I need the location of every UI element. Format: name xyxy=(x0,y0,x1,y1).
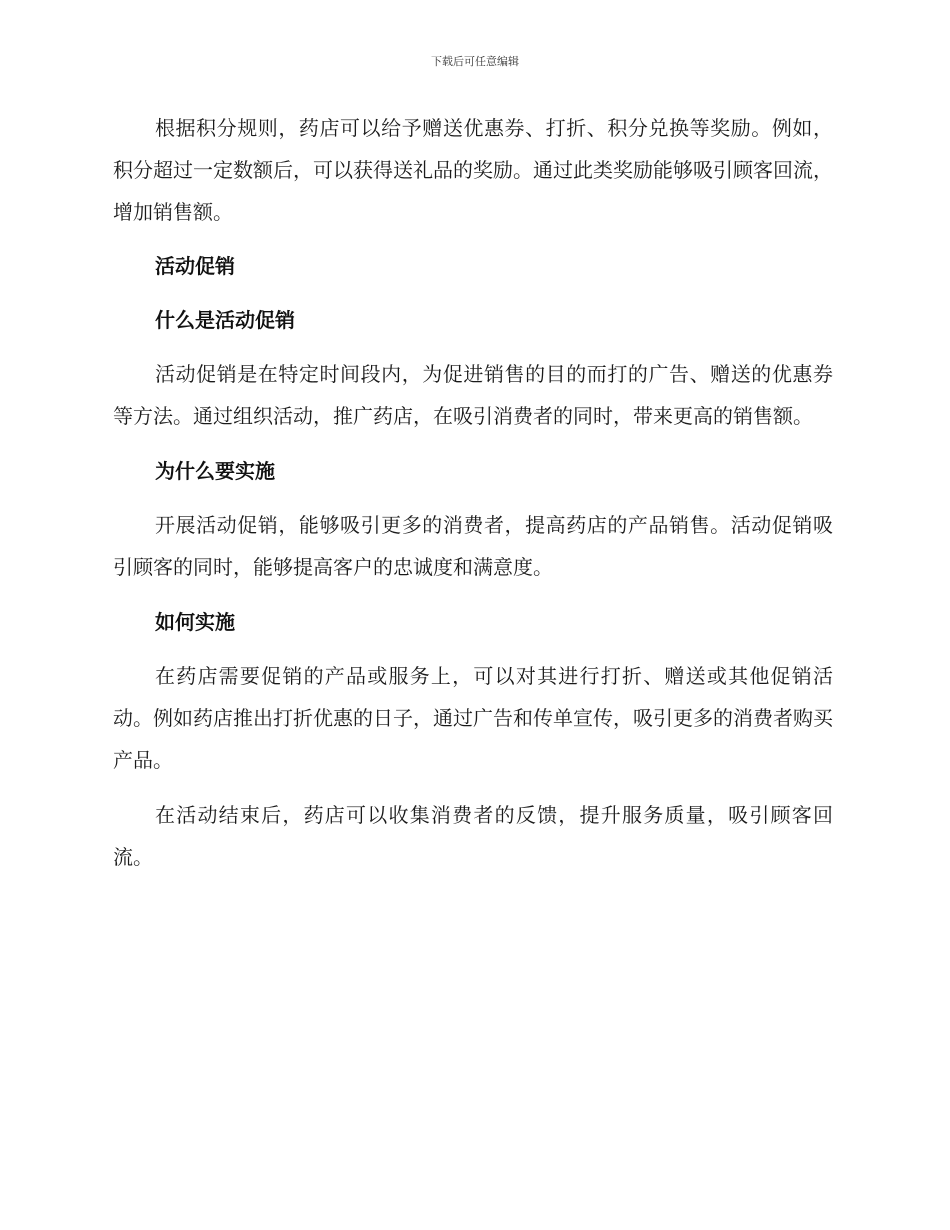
section-heading-promotion: 活动促销 xyxy=(155,254,235,278)
paragraph-promotion-benefits: 开展活动促销，能够吸引更多的消费者，提高药店的产品销售。活动促销吸引顾客的同时，能够提高客户的忠诚度和满意度。 xyxy=(113,513,833,579)
spacer xyxy=(113,643,833,655)
document-body xyxy=(113,107,833,878)
paragraph-implementation: 在药店需要促销的产品或服务上，可以对其进行打折、赠送或其他促销活动。例如药店推出打折优惠的日子，通过广告和传单宣传，吸引更多的消费者购买产品。 xyxy=(113,664,833,772)
spacer xyxy=(113,341,833,353)
subheading-why-implement: 为什么要实施 xyxy=(155,459,275,483)
paragraph-feedback: 在活动结束后，药店可以收集消费者的反馈，提升服务质量，吸引顾客回流。 xyxy=(113,803,833,869)
subheading-what-is-promotion: 什么是活动促销 xyxy=(155,308,295,332)
spacer xyxy=(113,287,833,299)
spacer xyxy=(113,781,833,794)
spacer xyxy=(113,233,833,245)
paragraph-points-rewards: 根据积分规则，药店可以给予赠送优惠券、打折、积分兑换等奖励。例如，积分超过一定数额后，可以获得送礼品的奖励。通过此类奖励能够吸引顾客回流，增加销售额。 xyxy=(113,116,833,224)
spacer xyxy=(113,437,833,450)
paragraph-promotion-definition: 活动促销是在特定时间段内，为促进销售的目的而打的广告、赠送的优惠券等方法。通过组织活动，推广药店，在吸引消费者的同时，带来更高的销售额。 xyxy=(113,362,833,428)
spacer xyxy=(113,588,833,601)
subheading-how-implement: 如何实施 xyxy=(155,610,235,634)
spacer xyxy=(113,492,833,504)
page-header-note: 下载后可任意编辑 xyxy=(431,55,519,68)
